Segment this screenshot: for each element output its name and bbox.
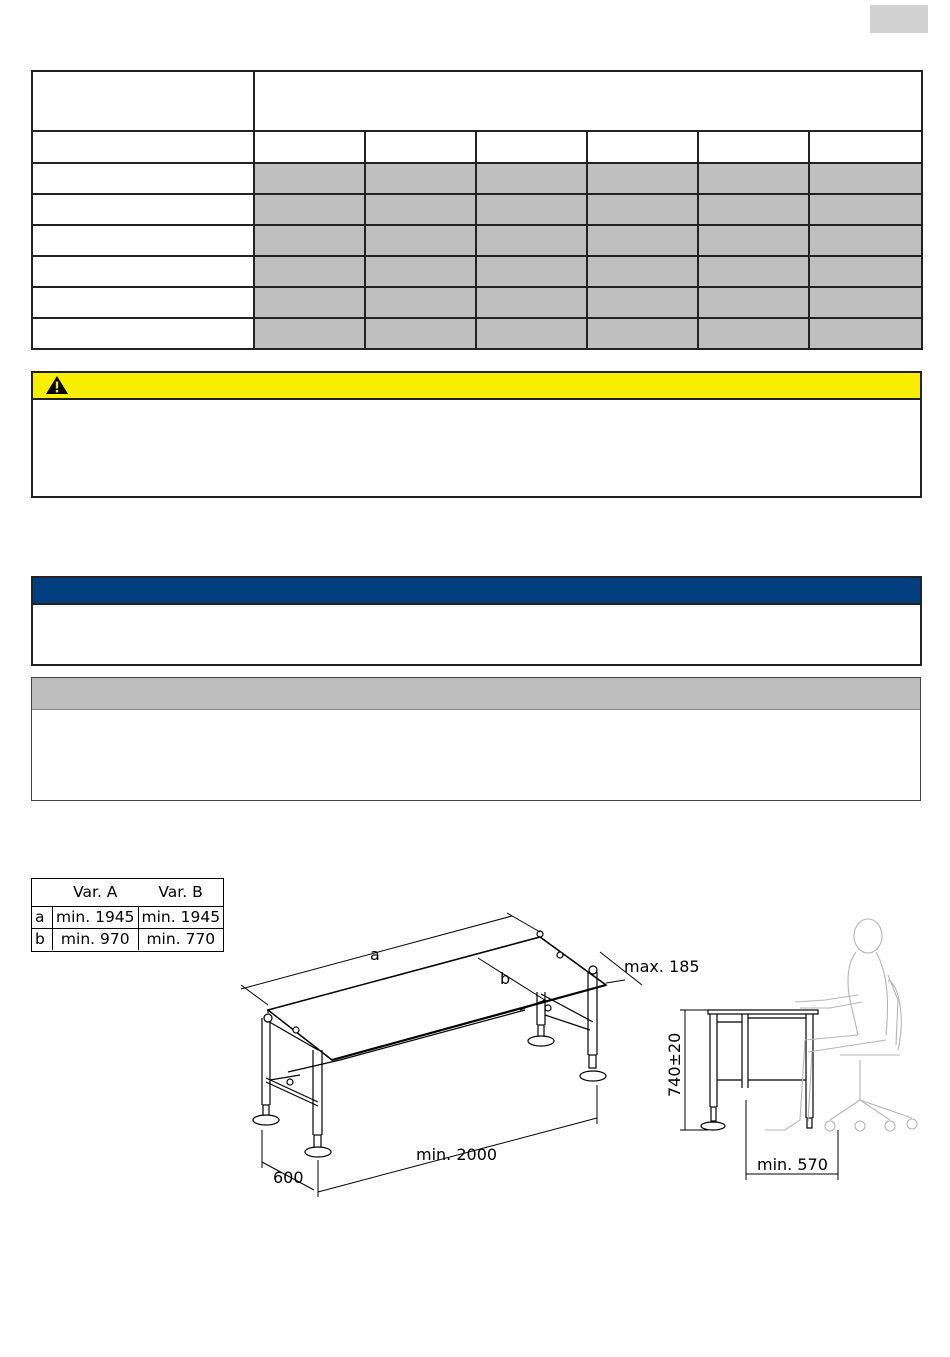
row-key: a	[32, 907, 53, 929]
row-key: b	[32, 929, 53, 951]
label-knee-clearance: min. 570	[757, 1155, 828, 1174]
label-table-height: 740±20	[665, 1032, 684, 1097]
cell-var-a: min. 970	[53, 929, 139, 951]
header-var-a: Var. A	[73, 883, 118, 901]
label-overhang: max. 185	[624, 957, 700, 976]
workbench-iso-drawing	[253, 931, 606, 1157]
cell-var-b: min. 1945	[138, 907, 223, 929]
seated-person-figure	[765, 919, 917, 1131]
label-width: 600	[273, 1168, 304, 1187]
label-leg-spacing: min. 2000	[416, 1145, 498, 1164]
label-length-a: a	[370, 945, 380, 964]
cell-var-a: min. 1945	[53, 907, 139, 929]
cell-var-b: min. 770	[138, 929, 223, 951]
label-depth-b: b	[500, 969, 511, 988]
header-var-b: Var. B	[158, 883, 203, 901]
